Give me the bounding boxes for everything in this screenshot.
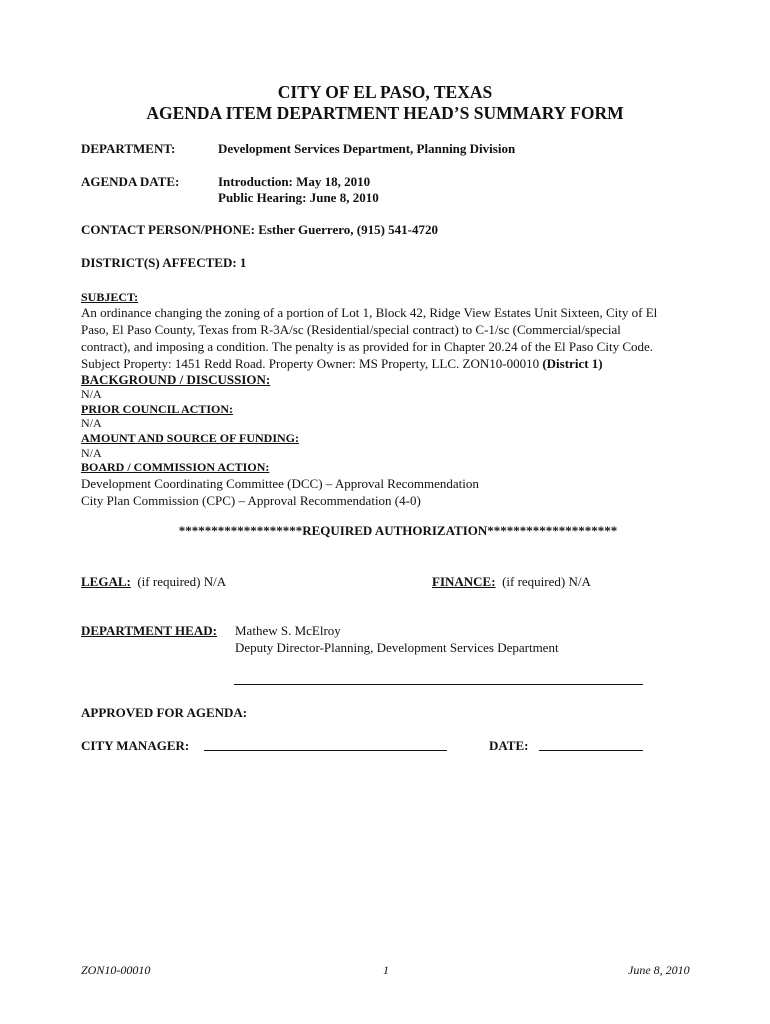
- department-label: DEPARTMENT:: [81, 141, 176, 156]
- subject-line-2: Paso, El Paso County, Texas from R-3A/sc (Residential/special contract) to C-1/sc (Commercial/special: [81, 322, 621, 337]
- subject-line-3: contract), and imposing a condition. The penalty is as provided for in Chapter 20.24 of the El Paso City Code.: [81, 339, 654, 354]
- legal-value: (if required) N/A: [137, 574, 227, 589]
- date-signature-line[interactable]: [539, 750, 643, 751]
- contact-person: CONTACT PERSON/PHONE: Esther Guerrero, (915) 541-4720: [81, 222, 439, 237]
- prior-council-heading: PRIOR COUNCIL ACTION:: [81, 402, 234, 416]
- subject-heading: SUBJECT:: [81, 290, 139, 304]
- background-value: N/A: [81, 387, 102, 401]
- footer-page-number: 1: [383, 963, 389, 977]
- city-manager-signature-line[interactable]: [204, 750, 447, 751]
- funding-value: N/A: [81, 446, 102, 460]
- department-head-label: DEPARTMENT HEAD:: [81, 623, 217, 638]
- districts-affected: DISTRICT(S) AFFECTED: 1: [81, 255, 247, 270]
- footer-case-number: ZON10-00010: [81, 963, 151, 977]
- required-authorization: *******************REQUIRED AUTHORIZATION********************: [178, 523, 618, 538]
- department-head-title: Deputy Director-Planning, Development Services Department: [235, 640, 559, 655]
- background-heading: BACKGROUND / DISCUSSION:: [81, 372, 271, 387]
- finance-value: (if required) N/A: [502, 574, 591, 589]
- legal-row: [81, 574, 226, 590]
- funding-heading: AMOUNT AND SOURCE OF FUNDING:: [81, 431, 300, 445]
- legal-label: LEGAL:: [81, 574, 131, 589]
- board-line-2: City Plan Commission (CPC) – Approval Recommendation (4-0): [81, 493, 421, 508]
- city-title: CITY OF EL PASO, TEXAS: [277, 82, 493, 102]
- subject-line-1: An ordinance changing the zoning of a portion of Lot 1, Block 42, Ridge View Estates Unit Sixteen, City of El: [81, 305, 658, 320]
- agenda-date-label: AGENDA DATE:: [81, 174, 180, 189]
- finance-row: [432, 574, 591, 590]
- city-manager-label: CITY MANAGER:: [81, 738, 190, 753]
- department-value: Development Services Department, Planning Division: [218, 141, 516, 156]
- subject-district: (District 1): [542, 356, 603, 371]
- board-text: [81, 475, 701, 509]
- subject-line-4: [81, 355, 701, 372]
- date-label: DATE:: [489, 738, 529, 753]
- agenda-introduction: Introduction: May 18, 2010: [218, 174, 371, 189]
- subject-line-4-text: Subject Property: 1451 Redd Road. Property Owner: MS Property, LLC. ZON10-00010: [81, 356, 540, 371]
- agenda-public-hearing: Public Hearing: June 8, 2010: [218, 190, 379, 205]
- department-head-name: Mathew S. McElroy: [235, 623, 341, 638]
- subject-text: [81, 304, 701, 372]
- department-head-signature-line[interactable]: [234, 684, 643, 685]
- board-line-1: Development Coordinating Committee (DCC) – Approval Recommendation: [81, 476, 479, 491]
- board-heading: BOARD / COMMISSION ACTION:: [81, 460, 270, 474]
- approved-for-agenda: APPROVED FOR AGENDA:: [81, 705, 248, 720]
- prior-council-value: N/A: [81, 416, 102, 430]
- finance-label: FINANCE:: [432, 574, 496, 589]
- form-title: AGENDA ITEM DEPARTMENT HEAD’S SUMMARY FORM: [146, 103, 624, 123]
- footer-date: June 8, 2010: [628, 963, 690, 977]
